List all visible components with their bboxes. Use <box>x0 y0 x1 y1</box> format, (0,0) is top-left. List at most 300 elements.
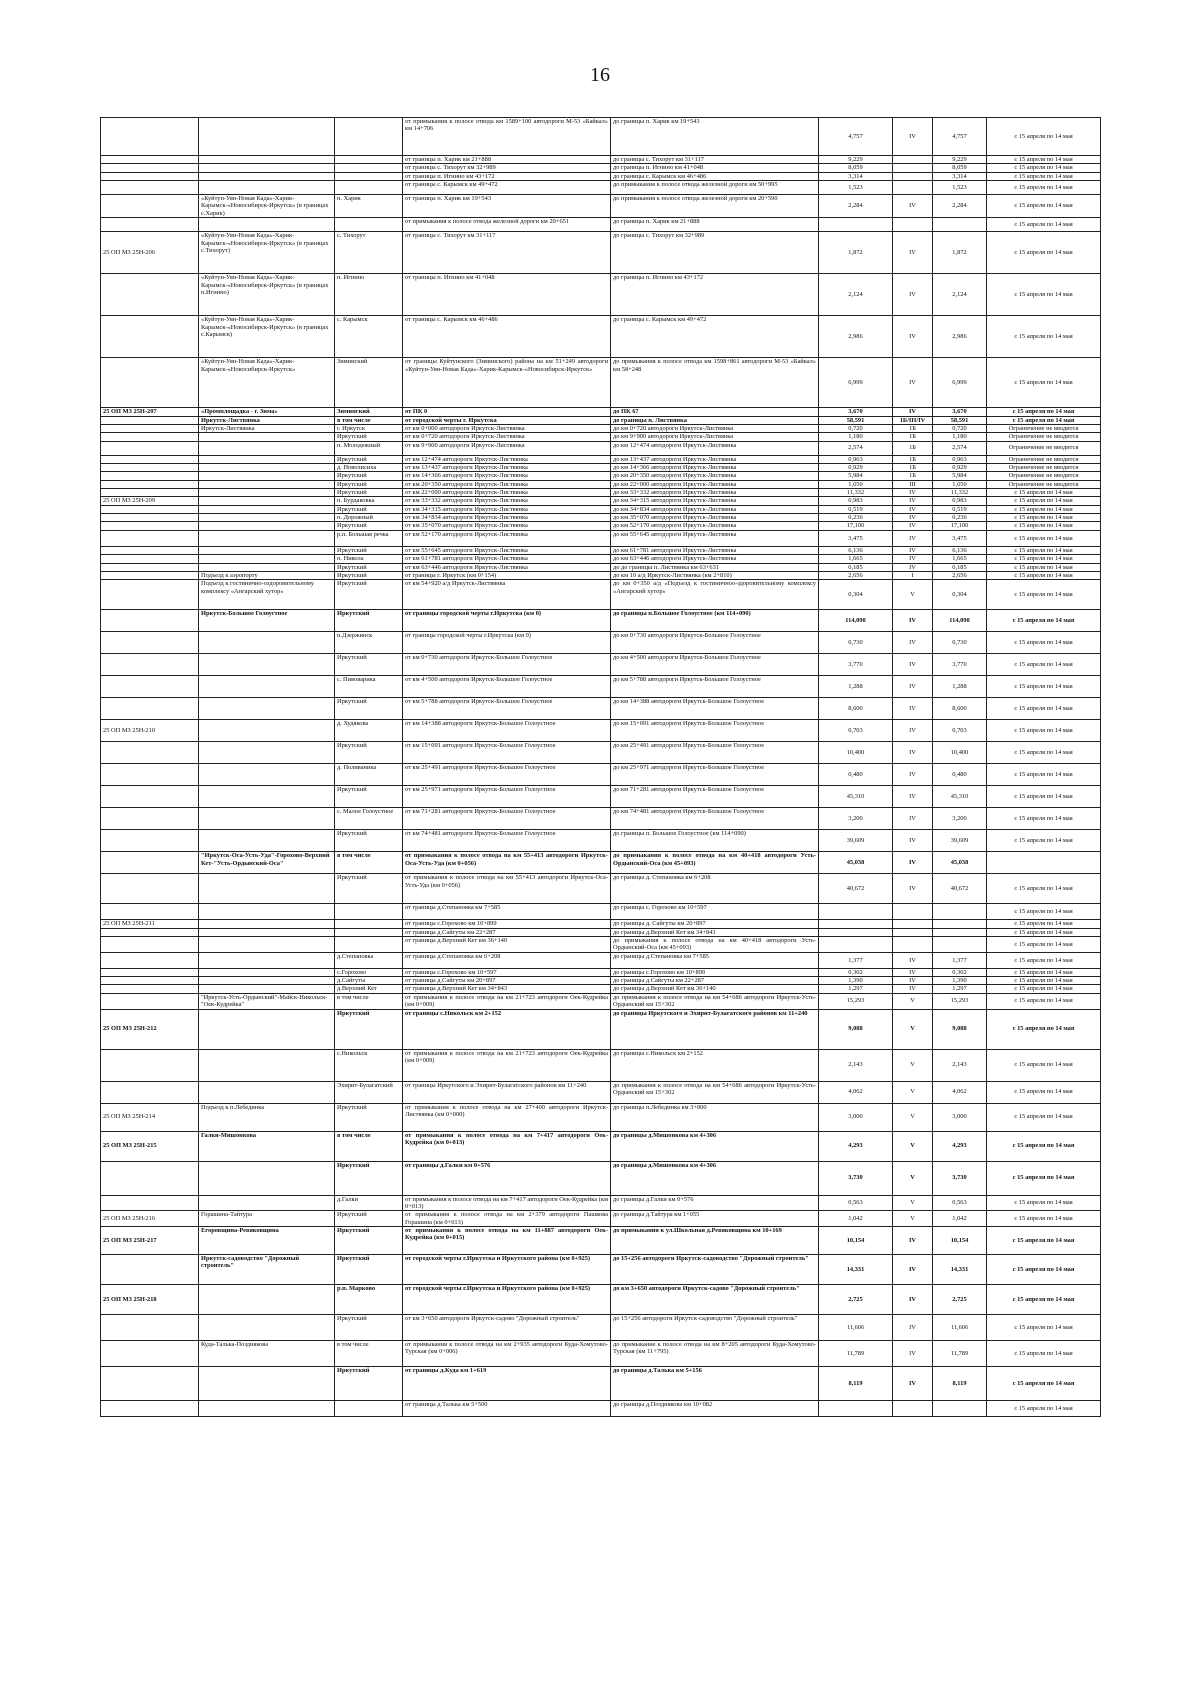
end-point-cell: до км 13+437 автодороги Иркутск-Листвянка <box>611 455 819 463</box>
length-cell: 39,609 <box>819 830 893 852</box>
locality-cell: Иркутский <box>335 610 403 632</box>
restriction-period-cell: с 15 апреля по 14 мая <box>987 1211 1101 1227</box>
road-name-cell <box>199 720 335 742</box>
table-row <box>101 852 1101 874</box>
road-name-cell: "Иркутск-Усть-Ордынский"-Майск-Никольск-"Оек-Кудрейка" <box>199 993 335 1009</box>
start-point-cell: от границы д.Галки км 0+576 <box>403 1161 611 1195</box>
restriction-period-cell: с 15 апреля по 14 мая <box>987 497 1101 505</box>
restricted-length-cell: 1,180 <box>933 433 987 441</box>
locality-cell: Иркутский <box>335 571 403 579</box>
road-id-cell: 25 ОП МЗ 25Н-217 <box>101 1226 199 1254</box>
start-point-cell: от примыкания к полосе отвода на км 2+935 автодороги Куда-Хомутово-Турская (км 0+006) <box>403 1340 611 1366</box>
length-cell: 17,100 <box>819 522 893 530</box>
table-row <box>101 1340 1101 1366</box>
locality-cell <box>335 181 403 195</box>
restriction-period-cell: с 15 апреля по 14 мая <box>987 580 1101 610</box>
category-cell: IV <box>893 274 933 316</box>
length-cell: 2,143 <box>819 1049 893 1081</box>
locality-cell: п.Дзержинск <box>335 632 403 654</box>
length-cell: 1,297 <box>819 985 893 993</box>
length-cell: 2,574 <box>819 441 893 455</box>
restriction-period-cell: с 15 апреля по 14 мая <box>987 489 1101 497</box>
restricted-length-cell: 5,984 <box>933 472 987 480</box>
table-row <box>101 408 1101 416</box>
length-cell: 3,670 <box>819 408 893 416</box>
length-cell: 9,088 <box>819 1009 893 1049</box>
length-cell: 3,200 <box>819 808 893 830</box>
restriction-period-cell: с 15 апреля по 14 мая <box>987 928 1101 936</box>
start-point-cell: от км 61+781 автодороги Иркутск-Листвянка <box>403 555 611 563</box>
restriction-period-cell: с 15 апреля по 14 мая <box>987 968 1101 976</box>
road-name-cell <box>199 118 335 156</box>
category-cell <box>893 164 933 172</box>
category-cell <box>893 904 933 920</box>
length-cell: 40,672 <box>819 874 893 904</box>
table-row <box>101 985 1101 993</box>
category-cell: IV <box>893 195 933 218</box>
restricted-length-cell <box>933 928 987 936</box>
restricted-length-cell: 9,229 <box>933 156 987 164</box>
category-cell: IV <box>893 985 933 993</box>
category-cell: IV <box>893 720 933 742</box>
category-cell: IV <box>893 830 933 852</box>
start-point-cell: от км 33+332 автодороги Иркутск-Листвянка <box>403 497 611 505</box>
length-cell: 45,310 <box>819 786 893 808</box>
length-cell: 1,650 <box>819 480 893 488</box>
category-cell: IV <box>893 610 933 632</box>
locality-cell: д. Новолисиха <box>335 463 403 471</box>
restricted-length-cell: 10,154 <box>933 1226 987 1254</box>
category-cell: IV <box>893 1366 933 1400</box>
end-point-cell: до границы д.Галки км 0+576 <box>611 1195 819 1211</box>
road-id-cell <box>101 455 199 463</box>
locality-cell: д.Галки <box>335 1195 403 1211</box>
length-cell: 10,400 <box>819 742 893 764</box>
length-cell: 14,331 <box>819 1254 893 1284</box>
restricted-length-cell: 17,100 <box>933 522 987 530</box>
restricted-length-cell: 3,314 <box>933 172 987 180</box>
road-id-cell <box>101 1340 199 1366</box>
restriction-period-cell: с 15 апреля по 14 мая <box>987 610 1101 632</box>
restriction-period-cell: с 15 апреля по 14 мая <box>987 952 1101 968</box>
restricted-length-cell: 4,062 <box>933 1081 987 1103</box>
locality-cell: Иркутский <box>335 1009 403 1049</box>
length-cell: 3,730 <box>819 1161 893 1195</box>
restriction-period-cell: с 15 апреля по 14 мая <box>987 1366 1101 1400</box>
restricted-length-cell: 0,304 <box>933 580 987 610</box>
locality-cell <box>335 920 403 928</box>
start-point-cell: от границы с. Карымск км 49+472 <box>403 181 611 195</box>
road-name-cell: Куда-Талька-Позднякова <box>199 1340 335 1366</box>
end-point-cell: до примыкания к ул.Школьная д.Ревяковщина км 10+169 <box>611 1226 819 1254</box>
locality-cell: д.Верхний Кет <box>335 985 403 993</box>
category-cell: IV <box>893 555 933 563</box>
length-cell: 2,986 <box>819 316 893 358</box>
start-point-cell: от км 34+315 автодороги Иркутск-Листвянка <box>403 505 611 513</box>
road-id-cell <box>101 530 199 546</box>
restriction-period-cell: с 15 апреля по 14 мая <box>987 218 1101 232</box>
restricted-length-cell <box>933 218 987 232</box>
restricted-length-cell: 0,480 <box>933 764 987 786</box>
category-cell <box>893 928 933 936</box>
restricted-length-cell: 10,400 <box>933 742 987 764</box>
road-id-cell <box>101 610 199 632</box>
road-id-cell: 25 ОП МЗ 25Н-207 <box>101 408 199 416</box>
road-name-cell: Подъезд к гостинично-оздоровительному комплексу «Ангарский хутор» <box>199 580 335 610</box>
restricted-length-cell: 0,563 <box>933 1195 987 1211</box>
restricted-length-cell: 2,574 <box>933 441 987 455</box>
table-row <box>101 786 1101 808</box>
table-row <box>101 164 1101 172</box>
start-point-cell: от границы с.Горохово км 10+899 <box>403 920 611 928</box>
category-cell: IV <box>893 968 933 976</box>
restricted-length-cell: 6,136 <box>933 546 987 554</box>
road-id-cell <box>101 118 199 156</box>
locality-cell: Иркутский <box>335 786 403 808</box>
road-name-cell <box>199 632 335 654</box>
locality-cell: в том числе <box>335 416 403 424</box>
road-id-cell <box>101 1366 199 1400</box>
end-point-cell: до км 9+900 автодороги Иркутск-Листвянка <box>611 433 819 441</box>
category-cell: IV <box>893 530 933 546</box>
table-row <box>101 977 1101 985</box>
start-point-cell: от границы д.Верхний Кет км 36+140 <box>403 936 611 952</box>
restriction-period-cell: с 15 апреля по 14 мая <box>987 274 1101 316</box>
restriction-period-cell: с 15 апреля по 14 мая <box>987 416 1101 424</box>
restricted-length-cell <box>933 936 987 952</box>
restricted-length-cell: 8,059 <box>933 164 987 172</box>
road-name-cell <box>199 985 335 993</box>
road-name-cell <box>199 808 335 830</box>
start-point-cell: от границы д.Талька км 5+500 <box>403 1400 611 1416</box>
road-id-cell <box>101 218 199 232</box>
length-cell: 0,730 <box>819 632 893 654</box>
restricted-length-cell: 1,872 <box>933 232 987 274</box>
restriction-period-cell: с 15 апреля по 14 мая <box>987 555 1101 563</box>
end-point-cell: до км 0+720 автодороги Иркутск-Листвянка <box>611 424 819 432</box>
category-cell: IV <box>893 874 933 904</box>
table-row <box>101 497 1101 505</box>
category-cell: IV <box>893 808 933 830</box>
table-row <box>101 993 1101 1009</box>
table-row <box>101 1161 1101 1195</box>
restriction-period-cell: с 15 апреля по 14 мая <box>987 808 1101 830</box>
locality-cell: Иркутский <box>335 1161 403 1195</box>
road-id-cell: 25 ОП МЗ 25Н-210 <box>101 720 199 742</box>
road-id-cell: 25 ОП МЗ 25Н-218 <box>101 1284 199 1314</box>
start-point-cell: от км 20+350 автодороги Иркутск-Листвянка <box>403 480 611 488</box>
restricted-length-cell: 11,789 <box>933 1340 987 1366</box>
road-id-cell: 25 ОП МЗ 25Н-211 <box>101 920 199 928</box>
restriction-period-cell: с 15 апреля по 14 мая <box>987 1226 1101 1254</box>
locality-cell <box>335 1400 403 1416</box>
start-point-cell: от границы д.Верхний Кет км 34+843 <box>403 985 611 993</box>
end-point-cell: до границы д.Верхний Кет км 36+140 <box>611 985 819 993</box>
category-cell: III <box>893 480 933 488</box>
locality-cell <box>335 904 403 920</box>
road-name-cell: "Иркутск-Оса-Усть-Уда"-Горохово-Верхний Кет-"Усть-Ордынский-Оса" <box>199 852 335 874</box>
length-cell: 2,284 <box>819 195 893 218</box>
road-name-cell <box>199 1009 335 1049</box>
road-name-cell <box>199 968 335 976</box>
table-row <box>101 1226 1101 1254</box>
table-row <box>101 1314 1101 1340</box>
length-cell: 1,042 <box>819 1211 893 1227</box>
length-cell: 0,236 <box>819 514 893 522</box>
road-name-cell <box>199 1366 335 1400</box>
category-cell: V <box>893 1103 933 1131</box>
road-id-cell <box>101 522 199 530</box>
road-name-cell <box>199 441 335 455</box>
length-cell: 10,154 <box>819 1226 893 1254</box>
end-point-cell: до границы д. Степановка км 6+208 <box>611 874 819 904</box>
locality-cell: Иркутский <box>335 1254 403 1284</box>
category-cell: 1Б <box>893 455 933 463</box>
locality-cell: с.Никольск <box>335 1049 403 1081</box>
locality-cell: д.Степановка <box>335 952 403 968</box>
restricted-length-cell: 1,297 <box>933 985 987 993</box>
road-name-cell <box>199 936 335 952</box>
restricted-length-cell: 3,200 <box>933 808 987 830</box>
locality-cell: Иркутский <box>335 1226 403 1254</box>
restriction-period-cell: с 15 апреля по 14 мая <box>987 742 1101 764</box>
road-name-cell: «Промплощадка - г. Зима» <box>199 408 335 416</box>
restriction-period-cell: с 15 апреля по 14 мая <box>987 1195 1101 1211</box>
restriction-period-cell: с 15 апреля по 14 мая <box>987 977 1101 985</box>
category-cell: IV <box>893 408 933 416</box>
start-point-cell: от границы д.Сайгуты км 22+287 <box>403 928 611 936</box>
table-row <box>101 1195 1101 1211</box>
end-point-cell: до км 3+650 автодороги Иркутск-садово "Дорожный строитель" <box>611 1284 819 1314</box>
locality-cell: п. Бурдаковка <box>335 497 403 505</box>
category-cell: IV <box>893 489 933 497</box>
locality-cell: д. Поливаника <box>335 764 403 786</box>
road-name-cell: Егоровщина-Ревяковщина <box>199 1226 335 1254</box>
end-point-cell: до км 34+315 автодороги Иркутск-Листвянка <box>611 497 819 505</box>
length-cell: 1,180 <box>819 433 893 441</box>
length-cell: 2,725 <box>819 1284 893 1314</box>
road-id-cell <box>101 1400 199 1416</box>
length-cell: 45,038 <box>819 852 893 874</box>
start-point-cell: от примыкания к полосе отвода км 1589+100 автодороги М-53 «Байкал» км 14+706 <box>403 118 611 156</box>
road-name-cell <box>199 904 335 920</box>
start-point-cell: от границы п. Игнино км 43+172 <box>403 172 611 180</box>
road-id-cell: 25 ОП МЗ 25Н-214 <box>101 1103 199 1131</box>
start-point-cell: от примыкания к полосе отвода на км 7+417 автодороги Оек-Кудрейка (км 0+013) <box>403 1195 611 1211</box>
road-id-cell <box>101 786 199 808</box>
restriction-period-cell: с 15 апреля по 14 мая <box>987 563 1101 571</box>
end-point-cell: до границы с. Тихорут км 32+989 <box>611 232 819 274</box>
start-point-cell: от км 5+788 автодороги Иркутск-Большое Голоустное <box>403 698 611 720</box>
restricted-length-cell: 39,609 <box>933 830 987 852</box>
end-point-cell: до км 25+491 автодороги Иркутск-Большое Голоустное <box>611 742 819 764</box>
start-point-cell: от примыкания к полосе отвода железной дороги км 20+651 <box>403 218 611 232</box>
restriction-period-cell <box>987 852 1101 874</box>
restricted-length-cell: 0,929 <box>933 463 987 471</box>
roads-table-container <box>100 117 1100 1417</box>
road-id-cell <box>101 764 199 786</box>
locality-cell: в том числе <box>335 1131 403 1161</box>
table-row <box>101 522 1101 530</box>
locality-cell: Зиминский <box>335 408 403 416</box>
category-cell: IV <box>893 316 933 358</box>
category-cell: IV <box>893 952 933 968</box>
road-id-cell <box>101 546 199 554</box>
restricted-length-cell: 4,757 <box>933 118 987 156</box>
restriction-period-cell: с 15 апреля по 14 мая <box>987 172 1101 180</box>
length-cell: 4,062 <box>819 1081 893 1103</box>
end-point-cell: до границы с.Никольск км 2+152 <box>611 1049 819 1081</box>
length-cell: 3,314 <box>819 172 893 180</box>
length-cell: 1,390 <box>819 977 893 985</box>
table-row <box>101 530 1101 546</box>
length-cell: 2,124 <box>819 274 893 316</box>
road-id-cell <box>101 472 199 480</box>
locality-cell: Иркутский <box>335 580 403 610</box>
start-point-cell: от примыкания к полосе отвода на км 55+413 автодороги Иркутск-Оса-Усть-Уда (км 0+056) <box>403 874 611 904</box>
end-point-cell: до границы д.Позднякова км 10+082 <box>611 1400 819 1416</box>
restricted-length-cell: 0,703 <box>933 720 987 742</box>
locality-cell: с. Пивоварика <box>335 676 403 698</box>
road-name-cell <box>199 830 335 852</box>
road-id-cell <box>101 1314 199 1340</box>
road-id-cell <box>101 514 199 522</box>
road-id-cell <box>101 985 199 993</box>
end-point-cell: до границы п. Харик км 19+543 <box>611 118 819 156</box>
table-row <box>101 546 1101 554</box>
category-cell: IV <box>893 1284 933 1314</box>
road-name-cell <box>199 764 335 786</box>
end-point-cell: до км 0+730 автодороги Иркутск-Большое Голоустное <box>611 632 819 654</box>
road-name-cell <box>199 1049 335 1081</box>
restricted-length-cell: 2,986 <box>933 316 987 358</box>
length-cell: 0,983 <box>819 497 893 505</box>
restricted-length-cell: 3,670 <box>933 408 987 416</box>
road-name-cell <box>199 505 335 513</box>
length-cell: 4,293 <box>819 1131 893 1161</box>
category-cell: V <box>893 1161 933 1195</box>
category-cell: IV <box>893 852 933 874</box>
page-number: 16 <box>590 64 610 86</box>
restriction-period-cell: с 15 апреля по 14 мая <box>987 1103 1101 1131</box>
restricted-length-cell: 3,770 <box>933 654 987 676</box>
road-id-cell: 25 ОП МЗ 25Н-206 <box>101 232 199 274</box>
table-row <box>101 1009 1101 1049</box>
locality-cell: Иркутский <box>335 563 403 571</box>
road-name-cell <box>199 1284 335 1314</box>
start-point-cell: от км 34+834 автодороги Иркутск-Листвянка <box>403 514 611 522</box>
table-row <box>101 1400 1101 1416</box>
table-row <box>101 358 1101 408</box>
restriction-period-cell: с 15 апреля по 14 мая <box>987 985 1101 993</box>
restriction-period-cell: с 15 апреля по 14 мая <box>987 632 1101 654</box>
road-id-cell <box>101 1049 199 1081</box>
table-row <box>101 274 1101 316</box>
category-cell: 1Б <box>893 441 933 455</box>
end-point-cell: до км 34+834 автодороги Иркутск-Листвянка <box>611 505 819 513</box>
road-name-cell <box>199 455 335 463</box>
road-name-cell <box>199 1081 335 1103</box>
road-id-cell <box>101 742 199 764</box>
start-point-cell: от км 55+645 автодороги Иркутск-Листвянка <box>403 546 611 554</box>
end-point-cell: до примыкания к полосе отвода на км 40+418 автодороги Усть-Ордынский-Оса (км 45+093) <box>611 852 819 874</box>
category-cell: IV <box>893 632 933 654</box>
end-point-cell: до границы п.Лебединка км 3+000 <box>611 1103 819 1131</box>
category-cell: IV <box>893 232 933 274</box>
category-cell: 1Б <box>893 424 933 432</box>
locality-cell <box>335 156 403 164</box>
end-point-cell: до км 14+388 автодороги Иркутск-Большое Голоустное <box>611 698 819 720</box>
length-cell: 11,789 <box>819 1340 893 1366</box>
length-cell: 0,185 <box>819 563 893 571</box>
road-id-cell <box>101 489 199 497</box>
end-point-cell: до границы с. Карымск км 49+472 <box>611 316 819 358</box>
restricted-length-cell: 114,090 <box>933 610 987 632</box>
length-cell: 8,600 <box>819 698 893 720</box>
end-point-cell: до км 14+366 автодороги Иркутск-Листвянка <box>611 463 819 471</box>
locality-cell <box>335 936 403 952</box>
table-row <box>101 1049 1101 1081</box>
table-row <box>101 936 1101 952</box>
road-id-cell: 25 ОП МЗ 25Н-209 <box>101 497 199 505</box>
length-cell <box>819 920 893 928</box>
restricted-length-cell: 6,999 <box>933 358 987 408</box>
category-cell: IV <box>893 546 933 554</box>
end-point-cell: до границы д.Сайгуты км 22+287 <box>611 977 819 985</box>
restriction-period-cell: Ограничение не вводится <box>987 424 1101 432</box>
category-cell: IV <box>893 1226 933 1254</box>
road-id-cell: 25 ОП МЗ 25Н-215 <box>101 1131 199 1161</box>
locality-cell: Иркутский <box>335 522 403 530</box>
road-id-cell <box>101 632 199 654</box>
restriction-period-cell: с 15 апреля по 14 мая <box>987 1284 1101 1314</box>
start-point-cell: от км 0+720 автодороги Иркутск-Листвянка <box>403 433 611 441</box>
road-name-cell <box>199 546 335 554</box>
table-row <box>101 654 1101 676</box>
start-point-cell: от границы д.Сайгуты км 20+897 <box>403 977 611 985</box>
road-id-cell <box>101 928 199 936</box>
table-row <box>101 489 1101 497</box>
restricted-length-cell <box>933 1400 987 1416</box>
locality-cell: Иркутский <box>335 1103 403 1131</box>
end-point-cell: до км 63+446 автодороги Иркутск-Листвянка <box>611 555 819 563</box>
category-cell: 1Б <box>893 433 933 441</box>
category-cell: IV <box>893 676 933 698</box>
category-cell <box>893 1400 933 1416</box>
start-point-cell: от км 14+388 автодороги Иркутск-Большое Голоустное <box>403 720 611 742</box>
road-id-cell <box>101 441 199 455</box>
locality-cell: д. Худякова <box>335 720 403 742</box>
restricted-length-cell: 14,331 <box>933 1254 987 1284</box>
length-cell: 0,563 <box>819 1195 893 1211</box>
table-row <box>101 1131 1101 1161</box>
end-point-cell: до примыкания к полосе отвода на км 40+418 автодороги Усть-Ордынский-Оса (км 45+093) <box>611 936 819 952</box>
table-row <box>101 156 1101 164</box>
table-row <box>101 904 1101 920</box>
locality-cell: Иркутский <box>335 1366 403 1400</box>
end-point-cell: до границы Иркутского и Эхирит-Булагатского районов км 11+240 <box>611 1009 819 1049</box>
road-id-cell <box>101 1254 199 1284</box>
category-cell: 1Б/III/IV <box>893 416 933 424</box>
road-name-cell: Подъезд к аэропорту <box>199 571 335 579</box>
road-id-cell: 25 ОП МЗ 25Н-216 <box>101 1211 199 1227</box>
restricted-length-cell: 0,185 <box>933 563 987 571</box>
end-point-cell: до км 61+781 автодороги Иркутск-Листвянка <box>611 546 819 554</box>
locality-cell: Зиминский <box>335 358 403 408</box>
road-id-cell <box>101 463 199 471</box>
road-id-cell <box>101 952 199 968</box>
start-point-cell: от км 14+366 автодороги Иркутск-Листвянка <box>403 472 611 480</box>
